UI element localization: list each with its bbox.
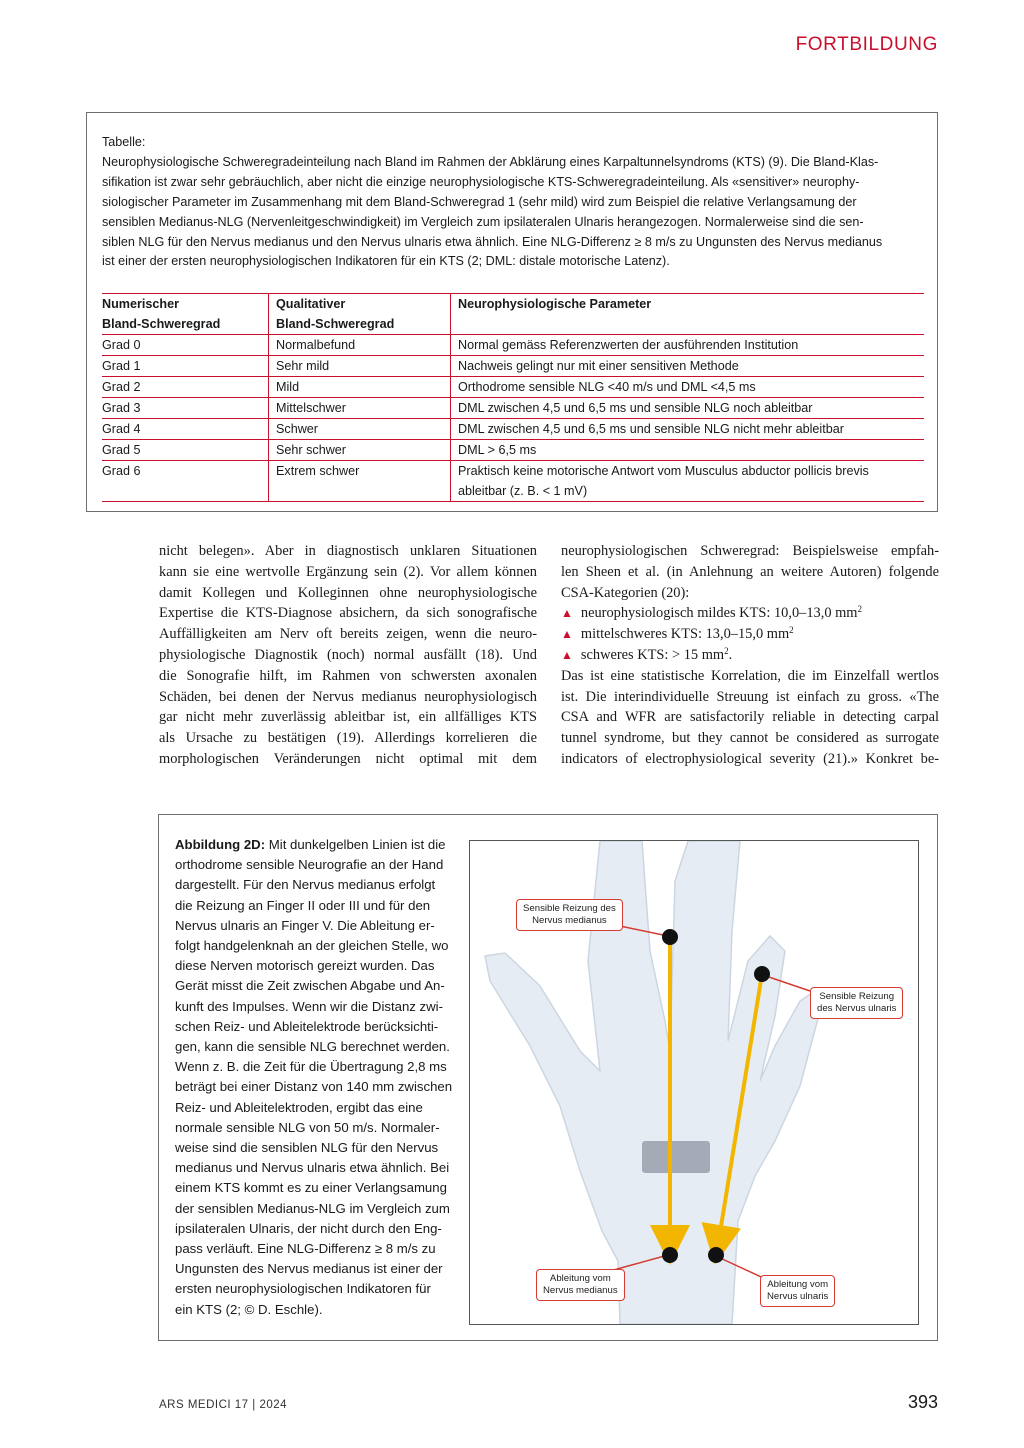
body-line: Auffälligkeiten am Nerv oft bereits zeigen, wenn die neuro-: [159, 626, 537, 643]
table-row: [102, 335, 924, 356]
grade-number: Grad 5: [102, 443, 141, 457]
figure-caption-line: kunft des Impulses. Wenn wir die Distanz zwi-: [175, 998, 443, 1014]
body-line: Das ist eine statistische Korrelation, die im Einzelfall wertlos: [561, 667, 939, 684]
figure-caption-line: Ungunsten des Nervus medianus ist einer der: [175, 1261, 443, 1277]
grade-parameter: Nachweis gelingt nur mit einer sensitiven Methode: [451, 356, 925, 377]
grade-parameter: DML > 6,5 ms: [451, 440, 925, 461]
body-line: CSA and WFR are satisfactorily reliable in detecting carpal: [561, 709, 939, 726]
figure-caption-line: Wenn z. B. die Zeit für die Übertragung 2,8 ms: [175, 1059, 447, 1075]
figure-caption-line: ersten neurophysiologischen Indikatoren für: [175, 1281, 431, 1297]
figure-caption-line: dargestellt. Für den Nervus medianus erfolgt: [175, 877, 436, 893]
body-line: tunnel syndrome, but they cannot be considered as surrogate: [561, 730, 939, 747]
electrode-stim-ulnar: [754, 966, 770, 982]
figure-caption-line: folgt handgelenknah an der gleichen Stelle, wo: [175, 938, 449, 954]
grade-parameter: Normal gemäss Referenzwerten der ausführenden Institution: [451, 335, 925, 356]
grade-number: Grad 0: [102, 338, 141, 352]
figure-caption-line: beträgt bei einer Distanz von 140 mm zwischen: [175, 1079, 453, 1095]
figure-caption-line: Abbildung 2D: Mit dunkelgelben Linien ist die: [175, 837, 446, 852]
body-column-left: [159, 541, 537, 770]
body-line: damit Kollegen und Kolleginnen ohne neurophysiologische: [159, 584, 537, 601]
grade-quality: Schwer: [269, 419, 451, 440]
body-line: neurophysiologischen Schweregrad: Beispielsweise empfah-: [561, 543, 939, 559]
table-caption: [102, 133, 924, 272]
figure-caption-line: ein KTS (2; © D. Eschle).: [175, 1301, 323, 1317]
csa-bullet: ▲ neurophysiologisch mildes KTS: 10,0–13,0 $mm^2$: [561, 604, 863, 622]
table-caption-line: siologischer Parameter im Zusammenhang mit dem Bland-Schweregrad 1 (sehr mild) wird zum Beispiel die relative Verlangsamung der: [102, 194, 857, 209]
table-box: [86, 112, 938, 512]
grade-parameter: DML zwischen 4,5 und 6,5 ms und sensible NLG nicht mehr ableitbar: [451, 419, 925, 440]
body-line: die Sonografie hilft, im Rahmen von schwersten axonalen: [159, 667, 537, 684]
table-header-row: [102, 294, 924, 335]
table-row: [102, 398, 924, 419]
body-line: len Sheen et al. (in Anlehnung an weitere Autoren) folgende: [561, 563, 939, 580]
header-parameters: Neurophysiologische Parameter: [451, 294, 925, 335]
body-line: morphologischen Veränderungen nicht optimal mit dem: [159, 750, 537, 767]
figure-caption: [175, 835, 465, 1320]
table-caption-line: Neurophysiologische Schweregradeinteilung nach Bland im Rahmen der Abklärung eines Karpaltunnelsyndroms (KTS) (9). Die Bland-Klas-: [102, 154, 879, 169]
figure-caption-line: diese Nerven motorisch gereizt wurden. Das: [175, 958, 435, 974]
grade-quality: Sehr mild: [269, 356, 451, 377]
body-line: Expertise die KTS-Diagnose absichern, da sich sonografische: [159, 605, 537, 622]
grade-number: Grad 4: [102, 422, 141, 436]
grade-number: Grad 2: [102, 380, 141, 394]
triangle-bullet-icon: ▲: [561, 647, 573, 662]
grade-parameter: Praktisch keine motorische Antwort vom Musculus abductor pollicis brevis ableitbar (z. B. < 1 mV): [451, 461, 925, 502]
table-caption-line: siblen NLG für den Nervus medianus und den Nervus ulnaris etwa ähnlich. Eine NLG-Differenz ≥ 8 m/s zu Ungunsten des Nervus medianus: [102, 234, 883, 249]
body-line: CSA-Kategorien (20):: [561, 584, 690, 601]
triangle-bullet-icon: ▲: [561, 606, 573, 621]
grade-quality: Mittelschwer: [269, 398, 451, 419]
recording-pad: [642, 1141, 710, 1173]
body-line: kann sie eine wertvolle Ergänzung sein (2). Vor allem können: [159, 563, 537, 580]
body-line: als Ursache zu bestätigen (19). Allerdings korrelieren die: [159, 730, 537, 747]
figure-caption-line: medianus und Nervus ulnaris etwa ähnlich. Bei: [175, 1160, 450, 1176]
table-caption-line: sensiblen Medianus-NLG (Nervenleitgeschwindigkeit) im Vergleich zum ipsilateralen Ulnaris herangezogen. Normalerweise sind die sen-: [102, 214, 864, 229]
csa-bullet: ▲ mittelschweres KTS: 13,0–15,0 $mm^2$: [561, 625, 794, 643]
table-caption-line: ist einer der ersten neurophysiologischen Indikatoren für ein KTS (2; DML: distale motorische Latenz).: [102, 254, 670, 269]
table-caption-line: sifikation ist zwar sehr gebräuchlich, aber nicht die einzige neurophysiologische KTS-Schweregradeinteilung. Als «sensitiver» neurophy-: [102, 174, 860, 189]
figure-label: Abbildung 2D:: [175, 837, 266, 852]
grade-parameter: DML zwischen 4,5 und 6,5 ms und sensible NLG noch ableitbar: [451, 398, 925, 419]
section-label: FORTBILDUNG: [795, 34, 938, 55]
callout-stim-median: Sensible Reizung des Nervus medianus: [516, 899, 623, 931]
table-row: [102, 440, 924, 461]
table-row: [102, 419, 924, 440]
figure-caption-line: normale sensible NLG von 50 m/s. Normaler-: [175, 1119, 440, 1135]
grade-quality: Extrem schwer: [269, 461, 451, 502]
figure-caption-line: einem KTS kommt es zu einer Verlangsamung: [175, 1180, 447, 1196]
figure-caption-line: Gerät misst die Zeit zwischen Abgabe und An-: [175, 978, 445, 994]
grade-number: Grad 6: [102, 464, 141, 478]
body-line: indicators of electrophysiological severity (21).» Konkret be-: [561, 750, 939, 767]
table-row: [102, 356, 924, 377]
figure-caption-line: ipsilateralen Ulnaris, der nicht durch den Eng-: [175, 1220, 442, 1236]
body-line: gar nicht mehr zuverlässig ableitbar ist, ein allfälliges KTS: [159, 709, 537, 726]
page-number: 393: [907, 1392, 938, 1412]
hand-illustration: [469, 840, 919, 1325]
callout-stim-ulnar: Sensible Reizung des Nervus ulnaris: [810, 987, 903, 1019]
figure-caption-line: Reiz- und Ableitelektroden, ergibt das eine: [175, 1099, 423, 1115]
figure-caption-line: pass verläuft. Eine NLG-Differenz ≥ 8 m/s zu: [175, 1241, 436, 1257]
grade-number: Grad 1: [102, 359, 141, 373]
electrode-rec-ulnar: [708, 1247, 724, 1263]
table-row: [102, 377, 924, 398]
table-row: [102, 461, 924, 502]
figure-caption-line: der sensiblen Medianus-NLG im Vergleich zum: [175, 1200, 450, 1216]
grade-quality: Normalbefund: [269, 335, 451, 356]
figure-caption-line: schen Reiz- und Ableitelektrode berücksichti-: [175, 1018, 439, 1034]
grade-parameter: Orthodrome sensible NLG <40 m/s und DML <4,5 ms: [451, 377, 925, 398]
bland-grade-table: [102, 293, 924, 502]
grade-quality: Sehr schwer: [269, 440, 451, 461]
figure-caption-line: Nervus ulnaris an Finger V. Die Ableitung er-: [175, 917, 435, 933]
header-numeric-grade: Numerischer Bland-Schweregrad: [102, 297, 221, 331]
grade-quality: Mild: [269, 377, 451, 398]
figure-caption-line: weise sind die sensiblen NLG für den Nervus: [175, 1140, 439, 1156]
figure-caption-line: die Reizung an Finger II oder III und für den: [175, 897, 431, 913]
body-line: ist. Die interindividuelle Streuung ist einfach zu gross. «The: [561, 688, 939, 705]
electrode-stim-median: [662, 929, 678, 945]
body-line: nicht belegen». Aber in diagnostisch unklaren Situationen: [159, 543, 537, 559]
callout-rec-median: Ableitung vom Nervus medianus: [536, 1269, 625, 1301]
body-line: Schäden, bei denen der Nervus medianus neurophysiologisch: [159, 688, 537, 705]
csa-bullet: ▲ schweres KTS: > 15 $mm^2$.: [561, 645, 733, 663]
journal-footer: ARS MEDICI 17 | 2024: [159, 1399, 288, 1411]
figure-caption-line: gen, kann die sensible NLG berechnet werden.: [175, 1039, 450, 1055]
callout-rec-ulnar: Ableitung vom Nervus ulnaris: [760, 1275, 835, 1307]
body-line: physiologische Diagnostik (noch) normal ausfällt (18). Und: [159, 646, 537, 663]
table-caption-line: Tabelle:: [102, 135, 146, 149]
body-column-right: [561, 541, 939, 770]
grade-number: Grad 3: [102, 401, 141, 415]
electrode-rec-median: [662, 1247, 678, 1263]
triangle-bullet-icon: ▲: [561, 627, 573, 642]
figure-box: [158, 814, 938, 1341]
figure-caption-line: orthodrome sensible Neurografie an der Hand: [175, 857, 444, 873]
header-qualitative-grade: Qualitativer Bland-Schweregrad: [269, 294, 451, 335]
